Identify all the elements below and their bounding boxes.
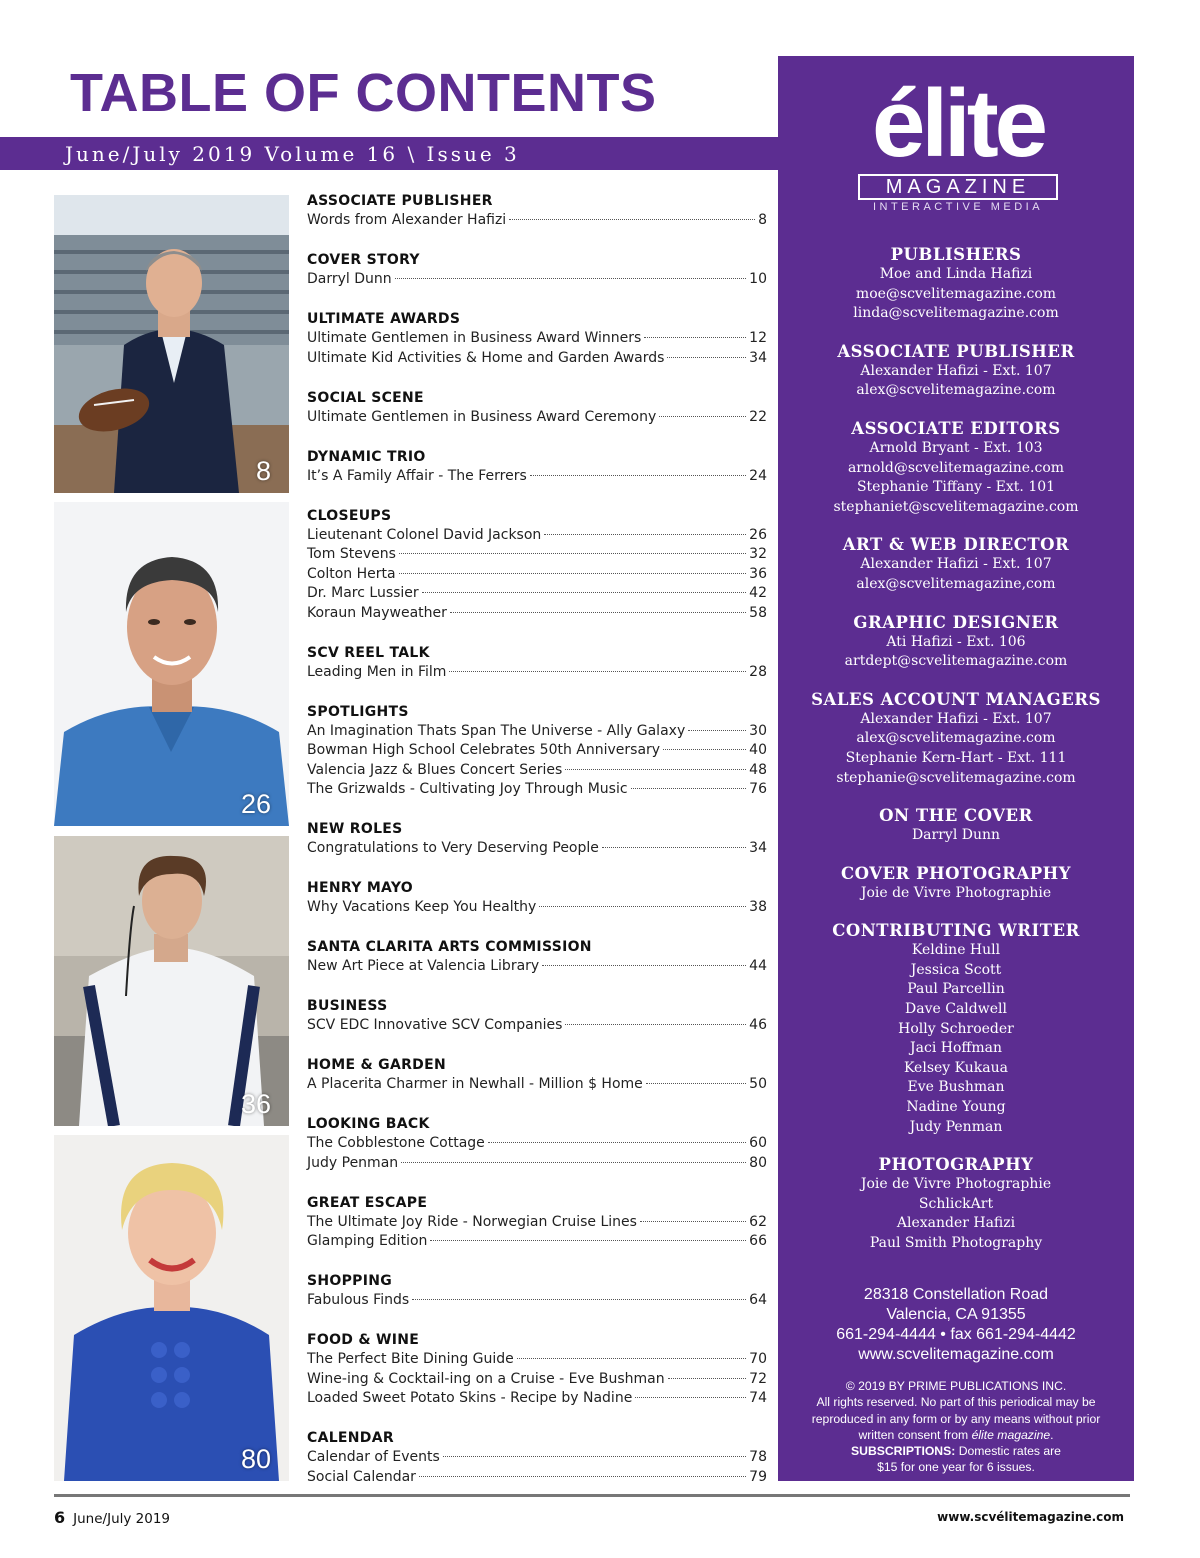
staff-role-title: ON THE COVER [879, 806, 1033, 826]
toc-entry[interactable] [307, 1350, 767, 1370]
dot-leader [635, 1397, 746, 1398]
staff-name: Jessica Scott [910, 961, 1002, 978]
toc-entry-title: Tom Stevens [307, 546, 396, 562]
address-website-link[interactable]: www.scvelitemagazine.com [858, 1346, 1054, 1363]
toc-entry-page: 48 [749, 761, 767, 778]
staff-group [778, 534, 1134, 594]
toc-section-title: CLOSEUPS [307, 507, 392, 524]
toc-entry[interactable] [307, 1448, 767, 1468]
footer-url-link[interactable]: www.scvélitemagazine.com [937, 1510, 1124, 1524]
rights-line: All rights reserved. No part of this periodical may be [816, 1395, 1096, 1410]
subscriptions-rate: $15 for one year for 6 issues. [877, 1460, 1035, 1475]
staff-role-title: ASSOCIATE EDITORS [851, 418, 1061, 438]
toc-entry-title: The Cobblestone Cottage [307, 1135, 485, 1151]
photo-race-driver[interactable] [54, 836, 289, 1126]
dot-leader [539, 906, 746, 907]
staff-name: Moe and Linda Hafizi [879, 266, 1033, 282]
toc-entry-title: Why Vacations Keep You Healthy [307, 899, 537, 915]
dot-leader [422, 592, 746, 593]
toc-section [307, 1055, 767, 1095]
dot-leader [530, 475, 746, 476]
staff-name: Alexander Hafizi - Ext. 107 [860, 556, 1052, 573]
dot-leader [443, 1456, 746, 1457]
toc-entry-page: 44 [749, 958, 767, 974]
toc-entry-page: 80 [749, 1154, 767, 1171]
staff-group [778, 689, 1134, 788]
staff-role-title: ART & WEB DIRECTOR [842, 535, 1070, 555]
toc-entry-page: 46 [749, 1017, 767, 1033]
staff-name: Arnold Bryant - Ext. 103 [869, 439, 1043, 456]
copyright-line: © 2019 BY PRIME PUBLICATIONS INC. [845, 1379, 1067, 1393]
staff-email-link[interactable]: linda@scvelitemagazine.com [853, 305, 1059, 322]
staff-email-link[interactable]: arnold@scvelitemagazine.com [847, 459, 1065, 476]
dot-leader [509, 219, 755, 220]
dot-leader [412, 1299, 746, 1300]
legal-block [778, 1378, 1134, 1476]
toc-section-title: HOME & GARDEN [307, 1057, 446, 1073]
toc-section [307, 702, 767, 800]
staff-role-title: PUBLISHERS [890, 245, 1022, 264]
toc-entry[interactable] [307, 1154, 767, 1174]
staff-name: Paul Parcellin [907, 981, 1005, 998]
toc-section [307, 447, 767, 487]
toc-section-title: HENRY MAYO [307, 880, 413, 896]
dot-leader [395, 278, 747, 279]
toc-entry-title: Social Calendar [307, 1468, 416, 1485]
photo-associate-publisher[interactable] [54, 195, 289, 493]
dot-leader [646, 1083, 746, 1084]
staff-role-title: COVER PHOTOGRAPHY [841, 863, 1071, 883]
toc-entry[interactable] [307, 741, 767, 761]
dot-leader [640, 1221, 746, 1222]
toc-section-title: COVER STORY [307, 252, 420, 268]
toc-entry[interactable] [307, 565, 767, 585]
toc-entry[interactable] [307, 1468, 767, 1488]
staff-name: Ati Hafizi - Ext. 106 [886, 633, 1026, 650]
magazine-name: élite magazine [971, 1427, 1051, 1442]
toc-entry[interactable] [307, 1370, 767, 1390]
toc-entry-page: 62 [749, 1213, 767, 1230]
dot-leader [565, 1024, 746, 1025]
address-city: Valencia, CA 91355 [886, 1306, 1026, 1323]
toc-list [307, 191, 767, 1487]
rights-line: reproduced in any form or by any means without prior [811, 1411, 1101, 1426]
address-block [778, 1285, 1134, 1365]
toc-section-title: DYNAMIC TRIO [307, 448, 426, 465]
photo-page-number: 80 [240, 1444, 271, 1474]
toc-entry-title: Ultimate Kid Activities & Home and Garden Awards [307, 349, 665, 366]
address-street: 28318 Constellation Road [863, 1286, 1049, 1303]
toc-entry[interactable] [307, 839, 767, 859]
page-number: 6 [54, 1508, 66, 1527]
footer-rule [54, 1494, 1130, 1497]
dot-leader [449, 671, 746, 672]
staff-name: Darryl Dunn [911, 827, 1001, 844]
toc-section [307, 996, 767, 1036]
staff-name: Keldine Hull [911, 942, 1001, 959]
dot-leader [542, 965, 746, 966]
footer-folio [54, 1508, 170, 1527]
logo-wordmark: élite [871, 70, 1045, 177]
dot-leader [517, 1358, 746, 1359]
toc-entry-title: Words from Alexander Hafizi [307, 212, 507, 228]
toc-section-title: SHOPPING [307, 1273, 393, 1289]
toc-entry-page: 34 [749, 349, 767, 366]
toc-entry[interactable] [307, 1016, 767, 1036]
toc-entry[interactable] [307, 270, 767, 290]
staff-group [778, 863, 1134, 904]
staff-role-title: PHOTOGRAPHY [878, 1155, 1034, 1175]
toc-entry-page: 40 [749, 742, 767, 758]
toc-entry[interactable] [307, 467, 767, 487]
toc-entry-page: 38 [749, 899, 767, 915]
staff-name: Kelsey Kukaua [903, 1059, 1009, 1076]
staff-name: Paul Smith Photography [869, 1235, 1043, 1251]
toc-entry-page: 28 [749, 663, 767, 680]
toc-entry[interactable] [307, 349, 767, 369]
toc-entry-page: 60 [749, 1135, 767, 1151]
toc-entry-title: Lieutenant Colonel David Jackson [307, 526, 542, 543]
rights-text: written consent from [858, 1427, 969, 1442]
page-title: TABLE OF CONTENTS [70, 63, 657, 123]
toc-entry-page: 70 [749, 1351, 767, 1367]
toc-entry[interactable] [307, 761, 767, 781]
elite-logo [858, 70, 1058, 214]
toc-entry-title: Ultimate Gentlemen in Business Award Winners [307, 330, 642, 346]
toc-section-title: ULTIMATE AWARDS [307, 311, 461, 327]
toc-section-title: FOOD & WINE [307, 1332, 420, 1348]
toc-section [307, 506, 767, 624]
toc-entry-title: New Art Piece at Valencia Library [307, 958, 540, 974]
staff-name: Joie de Vivre Photographie [860, 1176, 1052, 1193]
dot-leader [450, 612, 746, 613]
toc-section [307, 1193, 767, 1252]
toc-entry[interactable] [307, 408, 767, 428]
dot-leader [430, 1240, 746, 1241]
toc-section-title: SCV REEL TALK [307, 644, 430, 661]
staff-group [778, 418, 1134, 517]
dot-leader [667, 357, 746, 358]
toc-section [307, 250, 767, 290]
toc-entry-title: Koraun Mayweather [307, 604, 447, 621]
toc-entry-page: 8 [758, 212, 767, 228]
staff-email-link[interactable]: alex@scvelitemagazine.com [856, 730, 1056, 747]
toc-section [307, 643, 767, 683]
staff-email-link[interactable]: alex@scvelitemagazine.com [856, 382, 1056, 399]
dot-leader [644, 337, 746, 338]
toc-section-title: LOOKING BACK [307, 1116, 430, 1132]
toc-entry[interactable] [307, 329, 767, 349]
toc-entry[interactable] [307, 957, 767, 977]
toc-entry-page: 50 [749, 1076, 767, 1092]
dot-leader [659, 416, 746, 417]
toc-entry-title: A Placerita Charmer in Newhall - Million $ Home [307, 1076, 643, 1092]
toc-entry-page: 10 [749, 271, 767, 287]
toc-section [307, 819, 767, 859]
toc-entry-title: An Imagination Thats Span The Universe - Ally Galaxy [307, 722, 686, 739]
toc-entry-title: Congratulations to Very Deserving People [307, 840, 599, 856]
issue-line: June/July 2019 Volume 16 \ Issue 3 [65, 142, 520, 166]
toc-section-title: SANTA CLARITA ARTS COMMISSION [307, 939, 592, 955]
toc-entry-title: Leading Men in Film [307, 663, 447, 680]
staff-email-link[interactable]: stephanie@scvelitemagazine.com [836, 769, 1076, 786]
photo-man-football-image [54, 195, 289, 493]
toc-section-title: GREAT ESCAPE [307, 1194, 428, 1211]
toc-entry[interactable] [307, 1075, 767, 1095]
photo-page-number: 26 [240, 789, 271, 819]
photo-race-driver-image [54, 836, 289, 1126]
toc-entry[interactable] [307, 898, 767, 918]
staff-group [778, 805, 1134, 846]
subscriptions-text: Domestic rates are [958, 1444, 1061, 1459]
toc-entry[interactable] [307, 545, 767, 565]
photo-page-number: 8 [255, 456, 271, 486]
toc-entry-title: Judy Penman [307, 1154, 399, 1171]
toc-entry-page: 36 [749, 565, 767, 582]
photo-woman-blue-image [54, 1135, 289, 1481]
staff-role-title: SALES ACCOUNT MANAGERS [811, 689, 1101, 709]
dot-leader [565, 769, 746, 770]
toc-entry-title: Ultimate Gentlemen in Business Award Ceremony [307, 408, 657, 425]
toc-entry-title: Dr. Marc Lussier [307, 585, 419, 601]
toc-entry[interactable] [307, 1232, 767, 1252]
toc-entry-page: 32 [749, 546, 767, 562]
toc-entry[interactable] [307, 1291, 767, 1311]
dot-leader [688, 730, 746, 731]
toc-entry-title: Wine-ing & Cocktail-ing on a Cruise - Eve Bushman [307, 1370, 665, 1387]
toc-section [307, 1114, 767, 1173]
toc-entry-title: Darryl Dunn [307, 271, 392, 287]
toc-section [307, 878, 767, 918]
rights-line: written consent from élite magazine. [858, 1427, 1054, 1442]
toc-entry[interactable] [307, 780, 767, 800]
toc-entry-title: The Ultimate Joy Ride - Norwegian Cruise Lines [307, 1213, 637, 1230]
toc-section [307, 388, 767, 428]
staff-email-link[interactable]: artdept@scvelitemagazine.com [844, 653, 1068, 670]
toc-entry[interactable] [307, 604, 767, 624]
toc-entry-page: 24 [749, 467, 767, 484]
staff-role-title: GRAPHIC DESIGNER [853, 612, 1059, 632]
toc-entry[interactable] [307, 722, 767, 742]
dot-leader [663, 749, 746, 750]
dot-leader [668, 1378, 747, 1379]
staff-email-link[interactable]: stephaniet@scvelitemagazine.com [833, 498, 1079, 515]
toc-entry-page: 74 [749, 1390, 767, 1406]
staff-role-title: CONTRIBUTING WRITER [832, 921, 1080, 941]
toc-entry-page: 22 [749, 408, 767, 425]
toc-entry-page: 42 [749, 585, 767, 601]
logo-subtitle: MAGAZINE [858, 174, 1058, 200]
toc-section-title: ASSOCIATE PUBLISHER [307, 193, 493, 209]
toc-entry-page: 12 [749, 330, 767, 346]
toc-entry[interactable] [307, 1389, 767, 1409]
footer-date: June/July 2019 [73, 1511, 171, 1527]
staff-name: Dave Caldwell [905, 1001, 1007, 1018]
masthead-sidebar [778, 56, 1134, 1481]
toc-section-title: BUSINESS [307, 998, 388, 1014]
toc-entry[interactable] [307, 211, 767, 231]
toc-entry[interactable] [307, 1134, 767, 1154]
staff-group [778, 920, 1134, 1137]
toc-entry-page: 58 [749, 604, 767, 621]
staff-group [778, 244, 1134, 324]
toc-entry-page: 30 [749, 722, 767, 739]
toc-entry-page: 78 [749, 1449, 767, 1465]
toc-entry-title: The Grizwalds - Cultivating Joy Through Music [307, 781, 628, 797]
staff-group [778, 341, 1134, 401]
toc-entry-page: 64 [749, 1292, 767, 1308]
dot-leader [631, 788, 747, 789]
photo-man-blue-shirt-image [54, 502, 289, 826]
toc-section [307, 191, 767, 231]
toc-section [307, 1330, 767, 1409]
toc-entry-page: 72 [749, 1370, 767, 1387]
dot-leader [488, 1142, 746, 1143]
toc-entry-title: SCV EDC Innovative SCV Companies [307, 1017, 563, 1033]
staff-name: SchlickArt [918, 1195, 994, 1212]
staff-list [778, 244, 1134, 1271]
dot-leader [399, 573, 747, 574]
toc-section-title: SOCIAL SCENE [307, 389, 424, 406]
photo-looking-back[interactable] [54, 1135, 289, 1481]
toc-entry-title: The Perfect Bite Dining Guide [307, 1351, 514, 1367]
subscriptions-line [778, 1443, 1134, 1459]
staff-name: Stephanie Tiffany - Ext. 101 [856, 479, 1056, 496]
toc-section [307, 309, 767, 368]
staff-name: Nadine Young [906, 1099, 1006, 1116]
staff-role-title: ASSOCIATE PUBLISHER [837, 341, 1075, 361]
toc-entry[interactable] [307, 663, 767, 683]
toc-entry-title: Calendar of Events [307, 1449, 440, 1465]
staff-email-link[interactable]: alex@scvelitemagazine,com [856, 575, 1056, 592]
toc-entry-title: Fabulous Finds [307, 1292, 410, 1308]
dot-leader [544, 534, 746, 535]
toc-section-title: NEW ROLES [307, 821, 403, 837]
toc-entry-title: It’s A Family Affair - The Ferrers [307, 467, 527, 484]
toc-entry[interactable] [307, 526, 767, 546]
staff-group [778, 1154, 1134, 1253]
logo-tagline: INTERACTIVE MEDIA [872, 201, 1044, 213]
staff-name: Judy Penman [909, 1118, 1003, 1135]
staff-name: Joie de Vivre Photographie [860, 884, 1052, 901]
dot-leader [419, 1476, 746, 1477]
dot-leader [401, 1162, 746, 1163]
dot-leader [602, 847, 746, 848]
staff-name: Alexander Hafizi - Ext. 107 [860, 710, 1052, 727]
subscriptions-label: SUBSCRIPTIONS: [851, 1444, 956, 1459]
staff-name: Alexander Hafizi [896, 1215, 1016, 1232]
toc-section [307, 937, 767, 977]
dot-leader [399, 553, 746, 554]
toc-entry[interactable] [307, 1213, 767, 1233]
staff-name: Eve Bushman [907, 1079, 1005, 1096]
toc-entry-title: Colton Herta [307, 565, 396, 582]
toc-entry-page: 66 [749, 1233, 767, 1249]
toc-entry[interactable] [307, 584, 767, 604]
toc-section [307, 1271, 767, 1311]
toc-entry-title: Valencia Jazz & Blues Concert Series [307, 761, 563, 778]
address-phone: 661-294-4444 • fax 661-294-4442 [836, 1326, 1076, 1343]
staff-name: Stephanie Kern-Hart - Ext. 111 [845, 749, 1067, 766]
toc-entry-title: Loaded Sweet Potato Skins - Recipe by Nadine [307, 1390, 633, 1406]
staff-name: Alexander Hafizi - Ext. 107 [860, 362, 1052, 379]
toc-entry-page: 26 [749, 526, 767, 543]
toc-entry-page: 34 [749, 840, 767, 856]
photo-closeup[interactable] [54, 502, 289, 826]
staff-name: Jaci Hoffman [910, 1040, 1002, 1057]
photo-page-number: 36 [240, 1089, 271, 1119]
staff-name: Holly Schroeder [898, 1020, 1014, 1037]
toc-entry-title: Bowman High School Celebrates 50th Anniversary [307, 742, 661, 758]
toc-entry-page: 76 [749, 781, 767, 797]
toc-section [307, 1428, 767, 1487]
toc-section-title: SPOTLIGHTS [307, 703, 409, 720]
staff-group [778, 612, 1134, 672]
toc-entry-title: Glamping Edition [307, 1233, 428, 1249]
staff-email-link[interactable]: moe@scvelitemagazine.com [855, 285, 1057, 302]
toc-entry-page: 79 [749, 1468, 767, 1485]
toc-section-title: CALENDAR [307, 1430, 394, 1446]
